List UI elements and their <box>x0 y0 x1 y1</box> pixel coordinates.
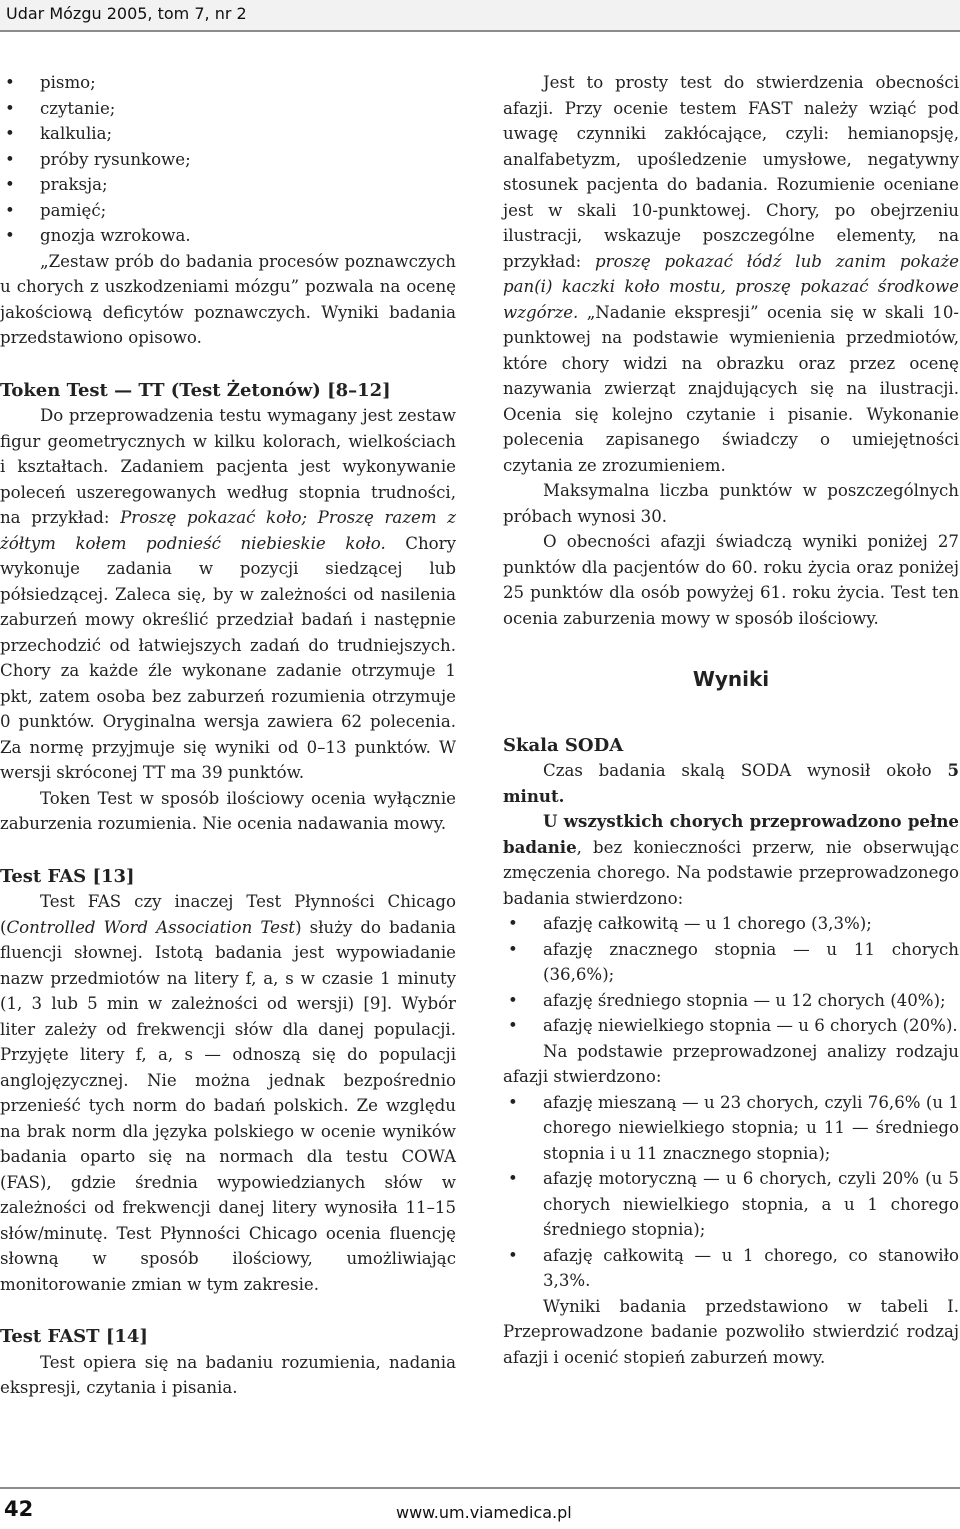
paragraph-fast-description <box>503 70 959 478</box>
journal-header <box>0 0 960 32</box>
paragraph-test-fas <box>0 889 456 1297</box>
list-item: • afazję średniego stopnia — u 12 chorych (40%); <box>503 988 959 1014</box>
list-item: • czytanie; <box>0 96 456 122</box>
paragraph-aphasia-type: Na podstawie przeprowadzonej analizy rodzaju afazji stwierdzono: <box>503 1041 959 1086</box>
left-column <box>0 70 456 1401</box>
paragraph-text: „Nadanie ekspresji” ocenia się w skali 10-punktowej na podstawie wymienienia przedmiotów, które chory widzi na obrazku oraz przez ocenę nazywania zwierząt znajdujących się na ilustracji. Ocenia się kolejno czytanie i pisanie. Wykonanie polecenia zapisanego świadczy o umiejętności czytania ze zrozumieniem. <box>503 302 959 475</box>
paragraph-text: Test FAS czy inaczej Test Płynności Chicago ( <box>0 892 456 937</box>
time-bold: 5 minut. <box>503 760 959 806</box>
paragraph-soda-time <box>503 758 959 809</box>
list-item: • pismo; <box>0 70 456 96</box>
paragraph-text: Czas badania skalą SODA wynosił około <box>543 761 948 780</box>
paragraph-text: Jest to prosty test do stwierdzenia obecności afazji. Przy ocenie testem FAST należy wziąć pod uwagę czynniki zakłócające, czyli: hemianopsję, analfabetyzm, upośledzenie umysłowe, negatywny stosunek pacjenta do badania. Rozumienie oceniane jest w skali 10-punktowej. Chory, po obejrzeniu ilustracji, wskazuje poszczególne elementy, na przykład: <box>503 73 959 271</box>
list-item: • afazję całkowitą — u 1 chorego (3,3%); <box>503 911 959 937</box>
example-italic: Proszę pokazać koło; Proszę razem z żółtym kołem podnieść niebieskie koło. <box>0 508 457 553</box>
paragraph-max-points: Maksymalna liczba punktów w poszczególnych próbach wynosi 30. <box>503 481 959 526</box>
paragraph-token-test <box>0 403 456 786</box>
paragraph-aphasia-threshold: O obecności afazji świadczą wyniki poniżej 27 punktów dla pacjentów do 60. roku życia oraz poniżej 25 punktów dla osób powyżej 61. roku życia. Test ten ocenia zaburzenia mowy w sposób ilościowy. <box>503 532 959 628</box>
footer-divider <box>0 1487 960 1489</box>
paragraph-text: Do przeprowadzenia testu wymagany jest zestaw figur geometrycznych w kilku kolorach, wielkościach i kształtach. Zadaniem pacjenta jest wykonywanie poleceń uszeregowanych według stopnia trudności, na przykład: <box>0 406 456 527</box>
list-item: • pamięć; <box>0 198 456 224</box>
paragraph-test-fast: Test opiera się na badaniu rozumienia, nadania ekspresji, czytania i pisania. <box>0 1352 456 1397</box>
results-bold: U wszystkich chorych przeprowadzono pełne badanie <box>503 811 959 857</box>
example-italic: proszę pokazać łódź lub zanim pokaże pan(i) kaczki koło mostu, proszę pokazać środkowe wzgórze. <box>503 251 960 322</box>
heading-test-fas: Test FAS [13] <box>0 865 135 887</box>
journal-url: www.um.viamedica.pl <box>396 1503 572 1522</box>
test-name-italic: Controlled Word Association Test <box>6 917 296 937</box>
right-column <box>503 70 959 1370</box>
paragraph-zestaw: „Zestaw prób do badania procesów poznawczych u chorych z uszkodzeniami mózgu” pozwala na ocenę jakościową deficytów poznawczych. Wyniki badania przedstawiono opisowo. <box>0 251 456 347</box>
list-item: • afazję mieszaną — u 23 chorych, czyli 76,6% (u 1 chorego niewielkiego stopnia; u 11 — średniego stopnia i u 11 znacznego stopnia); <box>503 1090 959 1167</box>
list-item: • afazję całkowitą — u 1 chorego, co stanowiło 3,3%. <box>503 1243 959 1294</box>
list-item: • próby rysunkowe; <box>0 147 456 173</box>
paragraph-text: , bez konieczności przerw, nie obserwując zmęczenia chorego. Na podstawie przeprowadzonego badania stwierdzono: <box>503 837 959 908</box>
heading-wyniki: Wyniki <box>692 667 770 691</box>
list-item: • afazję motoryczną — u 6 chorych, czyli 20% (u 5 chorych niewielkiego stopnia, a u 1 chorego średniego stopnia); <box>503 1166 959 1243</box>
bullet-list-types <box>503 1090 959 1294</box>
list-item: • gnozja wzrokowa. <box>0 223 456 249</box>
paragraph-token-summary: Token Test w sposób ilościowy ocenia wyłącznie zaburzenia rozumienia. Nie ocenia nadawania mowy. <box>0 788 456 833</box>
page-number: 42 <box>4 1497 34 1521</box>
heading-skala-soda: Skala SODA <box>503 734 624 756</box>
bullet-list-tests <box>0 70 456 249</box>
paragraph-text: ) służy do badania fluencji słownej. Istotą badania jest wypowiadanie nazw przedmiotów na litery f, a, s w czasie 1 minuty (1, 3 lub 5 min w zależności od wersji) [9]. Wybór liter zależy od frekwencji słów dla danej populacji. Przyjęte litery f, a, s — odnoszą się do populacji anglojęzycznej. Nie można jednak bezpośrednio przenieść tych norm do badań polskich. Ze względu na brak norm dla języka polskiego w ocenie wyników badania oparto się na normach dla testu COWA (FAS), gdzie średnia wypowiedzianych słów w zależności od frekwencji danej litery wynosiła 11–15 słów/minutę. Test Płynności Chicago ocenia fluencję słowną w sposób ilościowy, umożliwiając monitorowanie zmian w tym zakresie. <box>0 917 456 1294</box>
list-item: • afazję znacznego stopnia — u 11 chorych (36,6%); <box>503 937 959 988</box>
bullet-list-severity <box>503 911 959 1039</box>
list-item: • afazję niewielkiego stopnia — u 6 chorych (20%). <box>503 1013 959 1039</box>
heading-token-test: Token Test — TT (Test Żetonów) [8–12] <box>0 379 391 401</box>
paragraph-text: Chory wykonuje zadania w pozycji siedzącej lub półsiedzącej. Zaleca się, by w zależności od nasilenia zaburzeń mowy określić przedział badań i następnie przechodzić od łatwiejszych zadań do trudniejszych. Chory za każde źle wykonane zadanie otrzymuje 1 pkt, zatem osoba bez zaburzeń rozumienia otrzymuje 0 punktów. Oryginalna wersja zawiera 62 polecenia. Za normę przyjmuje się wyniki od 0–13 punktów. W wersji skróconej TT ma 39 punktów. <box>0 533 456 782</box>
list-item: • praksja; <box>0 172 456 198</box>
journal-title: Udar Mózgu 2005, tom 7, nr 2 <box>6 4 247 23</box>
paragraph-conclusion: Wyniki badania przedstawiono w tabeli I. Przeprowadzone badanie pozwoliło stwierdzić rodzaj afazji i ocenić stopień zaburzeń mowy. <box>503 1296 959 1367</box>
heading-test-fast: Test FAST [14] <box>0 1326 148 1347</box>
list-item: • kalkulia; <box>0 121 456 147</box>
paragraph-soda-results <box>503 809 959 911</box>
